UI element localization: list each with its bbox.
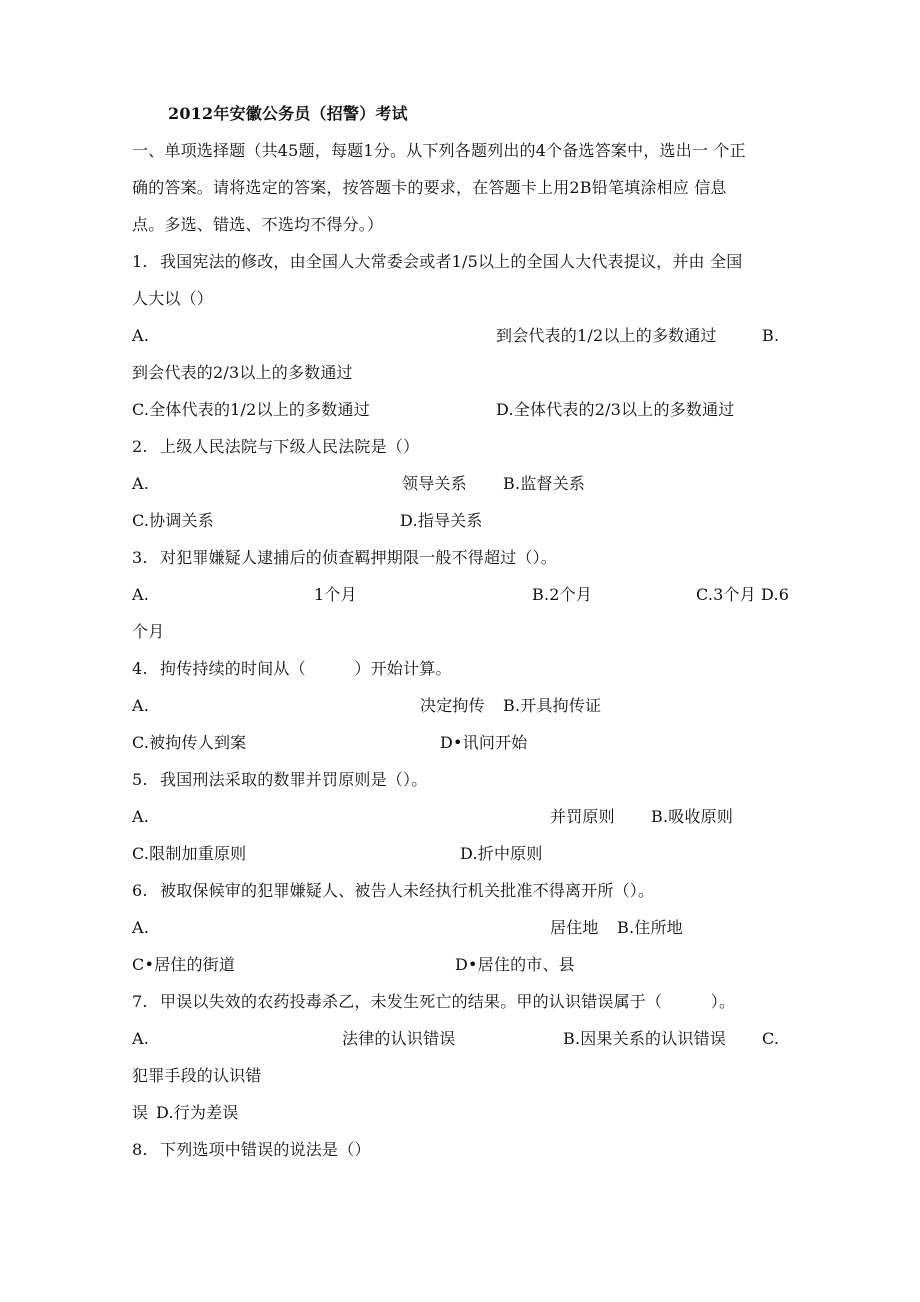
question-2-stem: 上级人民法院与下级人民法院是（） <box>160 437 420 456</box>
question-1-option-b-label: B. <box>762 326 780 345</box>
question-2-option-c: C.协调关系 <box>132 511 214 530</box>
question-7-option-c-text-line-2: 误 <box>132 1103 149 1122</box>
question-4-option-a-text: 决定拘传 <box>420 696 485 715</box>
question-4-option-c: C.被拘传人到案 <box>132 733 247 752</box>
question-7-option-c-label: C. <box>762 1029 780 1048</box>
question-6-number: 6. <box>132 881 148 900</box>
question-7-option-b: B.因果关系的认识错误 <box>563 1029 727 1048</box>
question-4-option-d: D•讯问开始 <box>440 733 528 752</box>
question-6-option-d: D•居住的市、县 <box>455 955 575 974</box>
document-title: 2012年安徽公务员（招警）考试 <box>168 104 408 123</box>
question-3-number: 3. <box>132 548 148 567</box>
question-2-option-a-text: 领导关系 <box>402 474 467 493</box>
question-5-option-c: C.限制加重原则 <box>132 844 247 863</box>
question-3-option-d-part-2: 个月 <box>132 622 165 641</box>
question-4-number: 4. <box>132 659 148 678</box>
question-5-stem: 我国刑法采取的数罪并罚原则是（）。 <box>160 770 428 789</box>
question-5-option-b: B.吸收原则 <box>651 807 734 826</box>
question-1-option-a-label: A. <box>132 326 150 345</box>
question-3-option-b: B.2个月 <box>532 585 593 604</box>
question-2-option-b: B.监督关系 <box>503 474 586 493</box>
question-6-option-b: B.住所地 <box>617 918 683 937</box>
question-6-stem: 被取保候审的犯罪嫌疑人、被告人未经执行机关批准不得离开所（）。 <box>160 881 655 900</box>
question-2-number: 2. <box>132 437 148 456</box>
question-4-option-a-label: A. <box>132 696 150 715</box>
question-1-stem-line-1: 我国宪法的修改，由全国人大常委会或者1/5以上的全国人大代表提议，并由 全国 <box>160 252 743 271</box>
question-1-number: 1. <box>132 252 148 271</box>
question-3-option-a-label: A. <box>132 585 150 604</box>
question-5-option-d: D.折中原则 <box>460 844 543 863</box>
section-instructions-line-3: 点。多选、错选、不选均不得分。） <box>132 215 384 234</box>
question-2-option-d: D.指导关系 <box>400 511 483 530</box>
question-6-option-a-label: A. <box>132 918 150 937</box>
question-7-option-d: D.行为差误 <box>156 1103 239 1122</box>
question-3-stem: 对犯罪嫌疑人逮捕后的侦查羁押期限一般不得超过（）。 <box>160 548 558 567</box>
question-7-option-a-text: 法律的认识错误 <box>342 1029 456 1048</box>
question-5-number: 5. <box>132 770 148 789</box>
question-1-option-c: C.全体代表的1/2以上的多数通过 <box>132 400 370 419</box>
question-4-option-b: B.开具拘传证 <box>503 696 602 715</box>
question-6-option-a-text: 居住地 <box>550 918 599 937</box>
question-4-stem: 拘传持续的时间从（ ）开始计算。 <box>160 659 452 678</box>
question-1-option-d: D.全体代表的2/3以上的多数通过 <box>496 400 735 419</box>
question-2-option-a-label: A. <box>132 474 150 493</box>
question-7-number: 7. <box>132 992 148 1011</box>
section-instructions-line-2: 确的答案。请将选定的答案，按答题卡的要求，在答题卡上用2B铅笔填涂相应 信息 <box>132 178 727 197</box>
section-instructions-line-1: 一、单项选择题（共45题，每题1分。从下列各题列出的4个备选答案中，选出一 个正 <box>132 141 746 160</box>
question-3-option-c: C.3个月 <box>696 585 756 604</box>
question-6-option-c: C•居住的街道 <box>132 955 236 974</box>
question-7-stem: 甲误以失效的农药投毒杀乙，未发生死亡的结果。甲的认识错误属于（ ）。 <box>160 992 736 1011</box>
question-7-option-a-label: A. <box>132 1029 150 1048</box>
question-8-number: 8. <box>132 1140 148 1159</box>
question-1-option-a-text: 到会代表的1/2以上的多数通过 <box>496 326 717 345</box>
question-8-stem: 下列选项中错误的说法是（） <box>160 1140 371 1159</box>
question-5-option-a-text: 并罚原则 <box>550 807 615 826</box>
question-1-option-b-text: 到会代表的2/3以上的多数通过 <box>132 363 353 382</box>
question-3-option-a-text: 1个月 <box>314 585 357 604</box>
question-7-option-c-text-line-1: 犯罪手段的认识错 <box>132 1066 262 1085</box>
question-3-option-d-part-1: D.6 <box>761 585 790 604</box>
question-5-option-a-label: A. <box>132 807 150 826</box>
question-1-stem-line-2: 人大以（） <box>132 289 214 308</box>
